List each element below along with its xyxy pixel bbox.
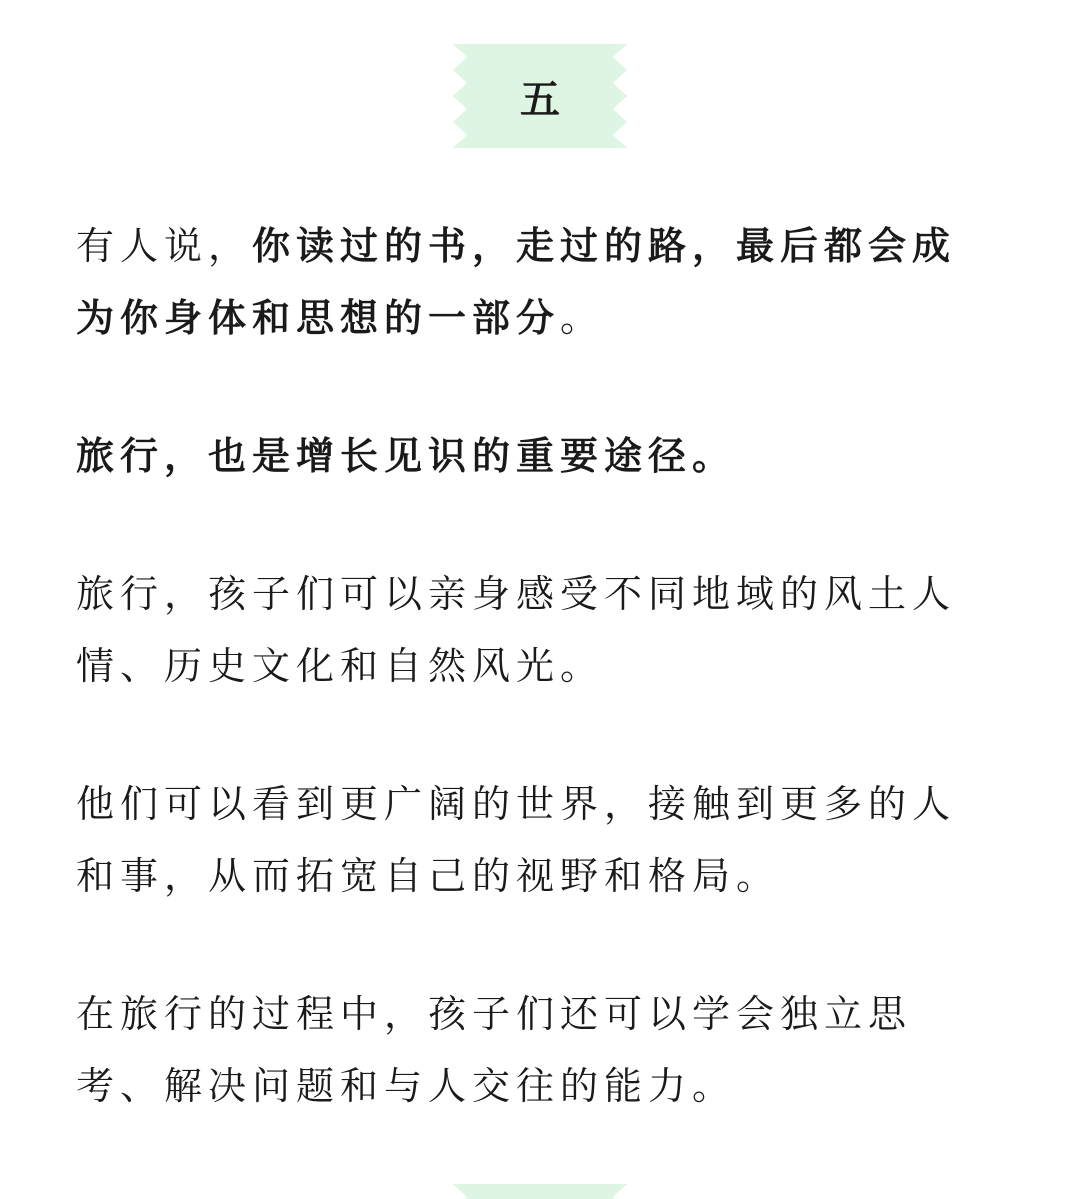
paragraph-2-emphasis: 旅行，也是增长见识的重要途径。 (76, 434, 737, 478)
paragraph-4: 他们可以看到更广阔的世界，接触到更多的人和事，从而拓宽自己的视野和格局。 (76, 782, 957, 898)
paragraph-1-intro: 有人说， (76, 224, 253, 268)
paragraph-5: 在旅行的过程中，孩子们还可以学会独立思考、解决问题和与人交往的能力。 (76, 992, 913, 1108)
paragraph-1 (76, 210, 976, 354)
next-badge-zigzag-shape (453, 1184, 627, 1199)
paragraph-3: 旅行，孩子们可以亲身感受不同地域的风土人情、历史文化和自然风光。 (76, 572, 957, 688)
next-section-badge-edge (453, 1184, 627, 1199)
paragraph-2 (76, 420, 976, 492)
section-number: 五 (520, 76, 560, 123)
paragraph-1-end: 。 (560, 296, 605, 340)
paragraph-1-emphasis: 你读过的书，走过的路，最后都会成为你身体和思想的一部分 (76, 224, 957, 340)
article-body (76, 210, 976, 1122)
section-badge (453, 44, 627, 148)
